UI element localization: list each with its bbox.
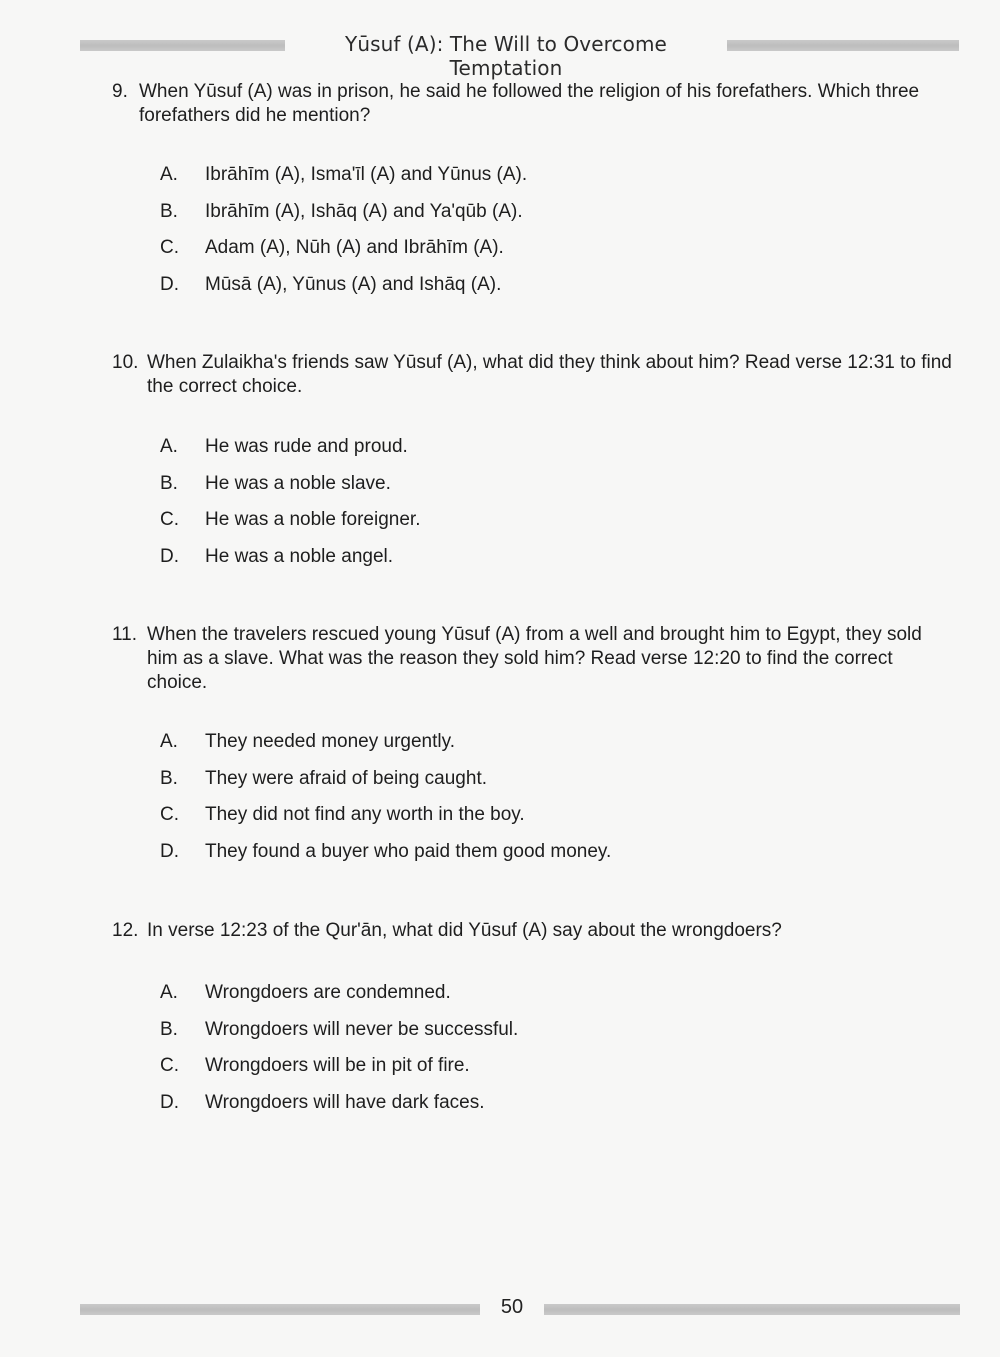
- question-number: 11.: [112, 624, 138, 645]
- option-letter: A.: [160, 731, 178, 752]
- option-letter: D.: [160, 1091, 179, 1113]
- option-letter: A.: [160, 436, 178, 457]
- option-letter: B.: [160, 767, 178, 789]
- answer-option-a[interactable]: [112, 163, 957, 200]
- option-text: They needed money urgently.: [205, 731, 455, 752]
- option-letter: A.: [160, 164, 178, 185]
- answer-option-b[interactable]: [112, 200, 957, 237]
- answer-option-a[interactable]: [112, 981, 957, 1018]
- option-text: He was a noble slave.: [205, 472, 391, 494]
- question-text: When Zulaikha's friends saw Yūsuf (A), what did they think about him? Read verse 12:31 to find the correct choice.: [147, 352, 952, 397]
- footer-rule-left: [80, 1304, 480, 1315]
- option-text: Wrongdoers will be in pit of fire.: [205, 1055, 470, 1076]
- answer-option-c[interactable]: [112, 236, 957, 273]
- option-letter: D.: [160, 545, 179, 567]
- page-number: 50: [500, 1296, 524, 1318]
- option-letter: C.: [160, 804, 179, 825]
- question-text: When Yūsuf (A) was in prison, he said he followed the religion of his forefathers. Which three forefathers did he mention?: [139, 81, 920, 126]
- option-text: They did not find any worth in the boy.: [205, 804, 525, 825]
- question-12: [112, 919, 957, 1127]
- question-stem: [112, 623, 957, 695]
- option-letter: D.: [160, 840, 179, 862]
- option-text: They found a buyer who paid them good money.: [205, 840, 612, 862]
- question-number: 9.: [112, 81, 128, 102]
- chapter-title: Yūsuf (A): The Will to Overcome Temptation: [345, 32, 667, 80]
- footer-rule-right: [544, 1304, 960, 1315]
- option-text: Ibrāhīm (A), Ishāq (A) and Ya'qūb (A).: [205, 200, 523, 222]
- option-letter: C.: [160, 1055, 179, 1076]
- option-text: He was a noble angel.: [205, 545, 394, 567]
- option-letter: C.: [160, 509, 179, 530]
- answer-option-d[interactable]: [112, 545, 957, 582]
- answer-options: [112, 163, 957, 309]
- answer-options: [112, 730, 957, 876]
- question-stem: [112, 919, 957, 943]
- option-text: Wrongdoers will never be successful.: [205, 1018, 519, 1040]
- option-text: Wrongdoers will have dark faces.: [205, 1091, 485, 1113]
- option-text: He was a noble foreigner.: [205, 509, 421, 530]
- option-text: Ibrāhīm (A), Isma'īl (A) and Yūnus (A).: [205, 164, 528, 185]
- option-text: Mūsā (A), Yūnus (A) and Ishāq (A).: [205, 273, 502, 295]
- option-letter: D.: [160, 273, 179, 295]
- answer-option-d[interactable]: [112, 840, 957, 877]
- question-stem: [112, 80, 957, 128]
- option-text: Adam (A), Nūh (A) and Ibrāhīm (A).: [205, 237, 504, 258]
- answer-option-c[interactable]: [112, 803, 957, 840]
- option-letter: C.: [160, 237, 179, 258]
- option-text: Wrongdoers are condemned.: [205, 982, 451, 1003]
- answer-option-b[interactable]: [112, 767, 957, 804]
- option-text: They were afraid of being caught.: [205, 767, 488, 789]
- question-number: 12.: [112, 920, 139, 941]
- answer-option-c[interactable]: [112, 508, 957, 545]
- option-letter: B.: [160, 472, 178, 494]
- answer-option-b[interactable]: [112, 1018, 957, 1055]
- answer-options: [112, 435, 957, 581]
- answer-options: [112, 981, 957, 1127]
- answer-option-a[interactable]: [112, 730, 957, 767]
- question-11: [112, 623, 957, 876]
- header-rule-right: [727, 40, 959, 51]
- answer-option-a[interactable]: [112, 435, 957, 472]
- option-text: He was rude and proud.: [205, 436, 408, 457]
- question-text: When the travelers rescued young Yūsuf (A) from a well and brought him to Egypt, they sold him as a slave. What was the reason they sold him? Read verse 12:20 to find the correct choice.: [147, 624, 922, 693]
- question-10: [112, 351, 957, 581]
- option-letter: A.: [160, 982, 178, 1003]
- question-stem: [112, 351, 957, 399]
- option-letter: B.: [160, 1018, 178, 1040]
- question-number: 10.: [112, 352, 139, 373]
- question-text: In verse 12:23 of the Qur'ān, what did Yūsuf (A) say about the wrongdoers?: [147, 920, 782, 941]
- header-rule-left: [80, 40, 285, 51]
- answer-option-b[interactable]: [112, 472, 957, 509]
- answer-option-c[interactable]: [112, 1054, 957, 1091]
- answer-option-d[interactable]: [112, 1091, 957, 1128]
- question-9: [112, 80, 957, 309]
- answer-option-d[interactable]: [112, 273, 957, 310]
- option-letter: B.: [160, 200, 178, 222]
